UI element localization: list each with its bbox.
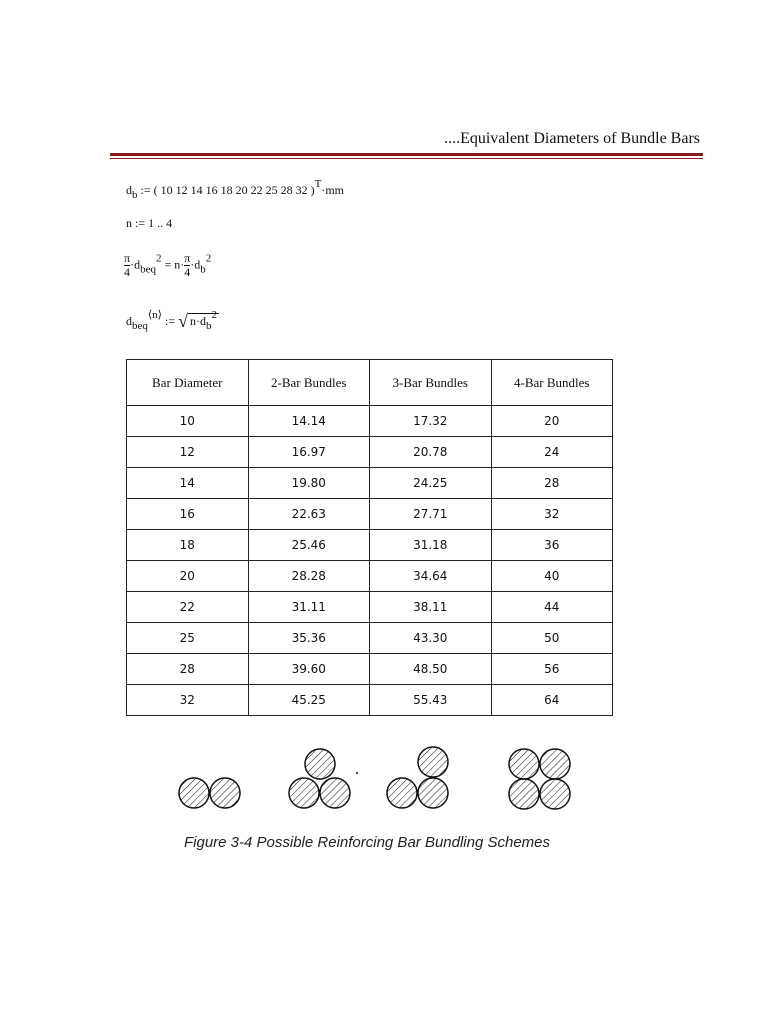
- table-cell: 31.11: [248, 592, 370, 623]
- four-bar-bundle-diagram: [509, 749, 570, 809]
- page-header-title: ....Equivalent Diameters of Bundle Bars: [444, 130, 700, 147]
- table-row: [127, 530, 613, 561]
- table-cell: 32: [127, 685, 249, 716]
- table-cell: 12: [127, 437, 249, 468]
- table-cell: 34.64: [370, 561, 492, 592]
- table-cell: 48.50: [370, 654, 492, 685]
- table-cell: 45.25: [248, 685, 370, 716]
- table-cell: 40: [491, 561, 613, 592]
- table-header-row: [127, 360, 613, 406]
- header-rule: [110, 153, 703, 156]
- two-bar-bundle-diagram: [179, 778, 240, 808]
- table-cell: 55.43: [370, 685, 492, 716]
- bundling-schemes-figure: [170, 740, 590, 820]
- table-cell: 50: [491, 623, 613, 654]
- table-cell: 14.14: [248, 406, 370, 437]
- table-body: [127, 406, 613, 716]
- equivalent-diameter-table: [126, 359, 613, 716]
- table-cell: 27.71: [370, 499, 492, 530]
- column-header: Bar Diameter: [127, 360, 249, 406]
- table-cell: 25.46: [248, 530, 370, 561]
- three-bar-bundle-l-diagram: [387, 747, 448, 808]
- table-row: [127, 468, 613, 499]
- formula-db-definition: $d_b$ := ( 10 12 14 16 18 20 22 25 28 32 )$^T$·mm: [126, 178, 345, 201]
- table-cell: 17.32: [370, 406, 492, 437]
- table-cell: 20.78: [370, 437, 492, 468]
- table-cell: 22.63: [248, 499, 370, 530]
- table-row: [127, 623, 613, 654]
- header-rule-thin: [110, 158, 703, 159]
- formula-n-range: n := 1 .. 4: [126, 216, 173, 230]
- table-cell: 10: [127, 406, 249, 437]
- stray-dot: [356, 772, 358, 774]
- table-cell: 36: [491, 530, 613, 561]
- table-cell: 28.28: [248, 561, 370, 592]
- column-header: 4-Bar Bundles: [491, 360, 613, 406]
- sqrt-sign: √: [178, 311, 188, 331]
- formula-area-equivalence: $\frac{\pi}{4}$ $\cdot d_{beq}^2 = n\cdot$ $\frac{\pi}{4}$ $\cdot d_b^2$: [124, 251, 212, 279]
- table-row: [127, 499, 613, 530]
- table-cell: 44: [491, 592, 613, 623]
- table-row: [127, 592, 613, 623]
- table-cell: 20: [127, 561, 249, 592]
- column-header: 2-Bar Bundles: [248, 360, 370, 406]
- table-cell: 16: [127, 499, 249, 530]
- table-row: [127, 654, 613, 685]
- table-row: [127, 406, 613, 437]
- three-bar-bundle-triangle-diagram: [289, 749, 350, 808]
- table-cell: 19.80: [248, 468, 370, 499]
- table-row: [127, 561, 613, 592]
- table-cell: 22: [127, 592, 249, 623]
- table-cell: 64: [491, 685, 613, 716]
- table-cell: 43.30: [370, 623, 492, 654]
- table-cell: 32: [491, 499, 613, 530]
- table-cell: 14: [127, 468, 249, 499]
- table-cell: 24: [491, 437, 613, 468]
- table-row: [127, 437, 613, 468]
- table-cell: 35.36: [248, 623, 370, 654]
- table-cell: 39.60: [248, 654, 370, 685]
- table-cell: 56: [491, 654, 613, 685]
- table-cell: 28: [491, 468, 613, 499]
- table-row: [127, 685, 613, 716]
- figure-caption: Figure 3-4 Possible Reinforcing Bar Bundling Schemes: [184, 834, 551, 851]
- table-cell: 18: [127, 530, 249, 561]
- column-header: 3-Bar Bundles: [370, 360, 492, 406]
- table-cell: 20: [491, 406, 613, 437]
- table-cell: 24.25: [370, 468, 492, 499]
- table-cell: 16.97: [248, 437, 370, 468]
- table-cell: 28: [127, 654, 249, 685]
- table-cell: 38.11: [370, 592, 492, 623]
- formula-dbeq-definition: $d_{beq}^{⟨n⟩}$ := √ $n\cdot d_b^2$: [126, 309, 217, 332]
- table-cell: 25: [127, 623, 249, 654]
- table-cell: 31.18: [370, 530, 492, 561]
